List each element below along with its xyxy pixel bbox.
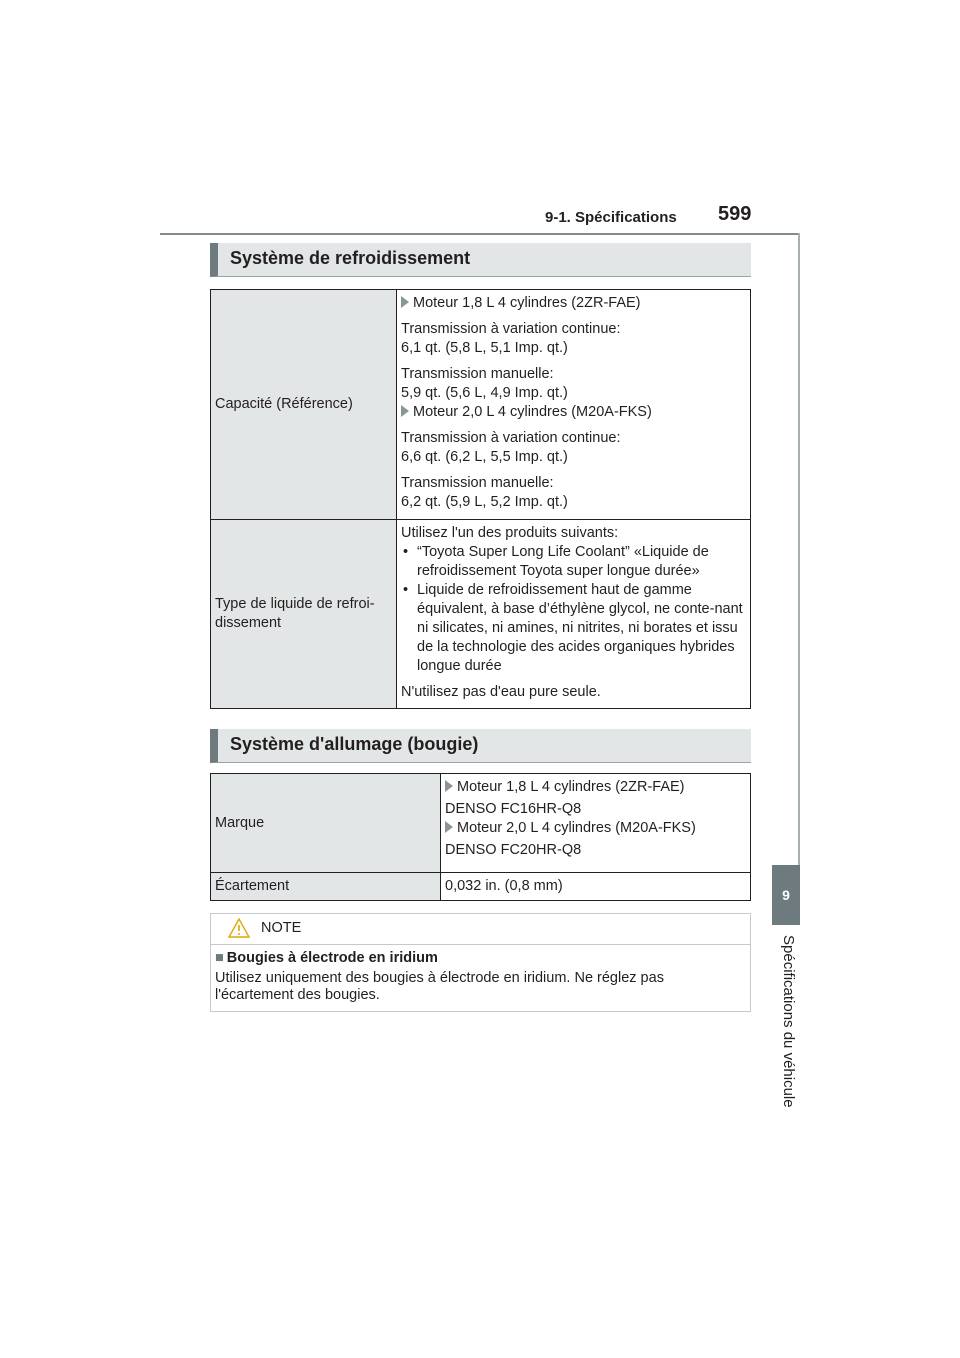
chapter-tab[interactable]: 9 bbox=[772, 865, 800, 925]
note-header bbox=[211, 914, 750, 945]
triangle-arrow-icon bbox=[445, 821, 453, 833]
table-row bbox=[211, 520, 751, 709]
ign-engine2: Moteur 2,0 L 4 cylindres (M20A-FKS) bbox=[457, 820, 696, 836]
chapter-label: Spécifications du véhicule bbox=[780, 935, 797, 1108]
list-item: • Liquide de refroidissement haut de gamme équivalent, à base d’éthylène glycol, ne conte-nant ni silicates, ni amines, ni nitrites, ni borates et issu de la technologie des acides organiques hybrides longue durée bbox=[403, 582, 743, 674]
plug2: DENSO FC20HR-Q8 bbox=[445, 842, 582, 858]
e1-man-title: Transmission manuelle: bbox=[401, 366, 554, 382]
coolant-warning: N'utilisez pas d'eau pure seule. bbox=[401, 684, 601, 700]
side-divider bbox=[798, 233, 800, 865]
section-title: 9-1. Spécifications bbox=[545, 209, 677, 226]
ignition-heading-text: Système d'allumage (bougie) bbox=[230, 734, 479, 754]
triangle-arrow-icon bbox=[445, 780, 453, 792]
e1-cvt-value: 6,1 qt. (5,8 L, 5,1 Imp. qt.) bbox=[401, 340, 568, 356]
cooling-heading-text: Système de refroidissement bbox=[230, 248, 471, 268]
e2-cvt-value: 6,6 qt. (6,2 L, 5,5 Imp. qt.) bbox=[401, 449, 568, 465]
coolant-type-label: Type de liquide de refroi- dissement bbox=[211, 520, 397, 709]
e1-cvt-title: Transmission à variation continue: bbox=[401, 321, 621, 337]
triangle-arrow-icon bbox=[401, 296, 409, 308]
warning-icon bbox=[228, 918, 250, 938]
e2-man-value: 6,2 qt. (5,9 L, 5,2 Imp. qt.) bbox=[401, 494, 568, 510]
table-row bbox=[211, 290, 751, 520]
coolant-intro: Utilisez l'un des produits suivants: bbox=[401, 525, 619, 541]
plug1: DENSO FC16HR-Q8 bbox=[445, 801, 582, 817]
coolant-type-value bbox=[397, 520, 751, 709]
note-subtitle: ■ Bougies à électrode en iridium bbox=[215, 950, 438, 966]
engine2-heading: Moteur 2,0 L 4 cylindres (M20A-FKS) bbox=[413, 404, 652, 420]
ignition-table bbox=[210, 773, 751, 901]
gap-value: 0,032 in. (0,8 mm) bbox=[441, 873, 751, 901]
gap-label: Écartement bbox=[211, 873, 441, 901]
header-rule bbox=[160, 233, 800, 235]
table-row bbox=[211, 873, 751, 901]
engine1-heading: Moteur 1,8 L 4 cylindres (2ZR-FAE) bbox=[413, 295, 641, 311]
e2-cvt-title: Transmission à variation continue: bbox=[401, 430, 621, 446]
ignition-heading bbox=[210, 729, 751, 763]
table-row bbox=[211, 774, 751, 873]
brand-label: Marque bbox=[211, 774, 441, 873]
bullet-icon: • bbox=[403, 544, 409, 560]
list-item: • “Toyota Super Long Life Coolant” «Liquide de refroidissement Toyota super longue durée» bbox=[403, 544, 709, 579]
note-title: NOTE bbox=[261, 920, 302, 936]
triangle-arrow-icon bbox=[401, 405, 409, 417]
capacity-value bbox=[397, 290, 751, 520]
bullet-icon: • bbox=[403, 582, 409, 598]
cooling-table bbox=[210, 289, 751, 709]
e1-man-value: 5,9 qt. (5,6 L, 4,9 Imp. qt.) bbox=[401, 385, 568, 401]
page-number: 599 bbox=[718, 203, 752, 225]
ign-engine1: Moteur 1,8 L 4 cylindres (2ZR-FAE) bbox=[457, 779, 685, 795]
capacity-label: Capacité (Référence) bbox=[211, 290, 397, 520]
note-box bbox=[210, 913, 751, 1012]
square-bullet-icon: ■ bbox=[215, 950, 224, 966]
cooling-heading bbox=[210, 243, 751, 277]
e2-man-title: Transmission manuelle: bbox=[401, 475, 554, 491]
brand-value bbox=[441, 774, 751, 873]
note-body: Utilisez uniquement des bougies à électrode en iridium. Ne réglez pas l'écartement des bougies. bbox=[215, 970, 664, 1003]
